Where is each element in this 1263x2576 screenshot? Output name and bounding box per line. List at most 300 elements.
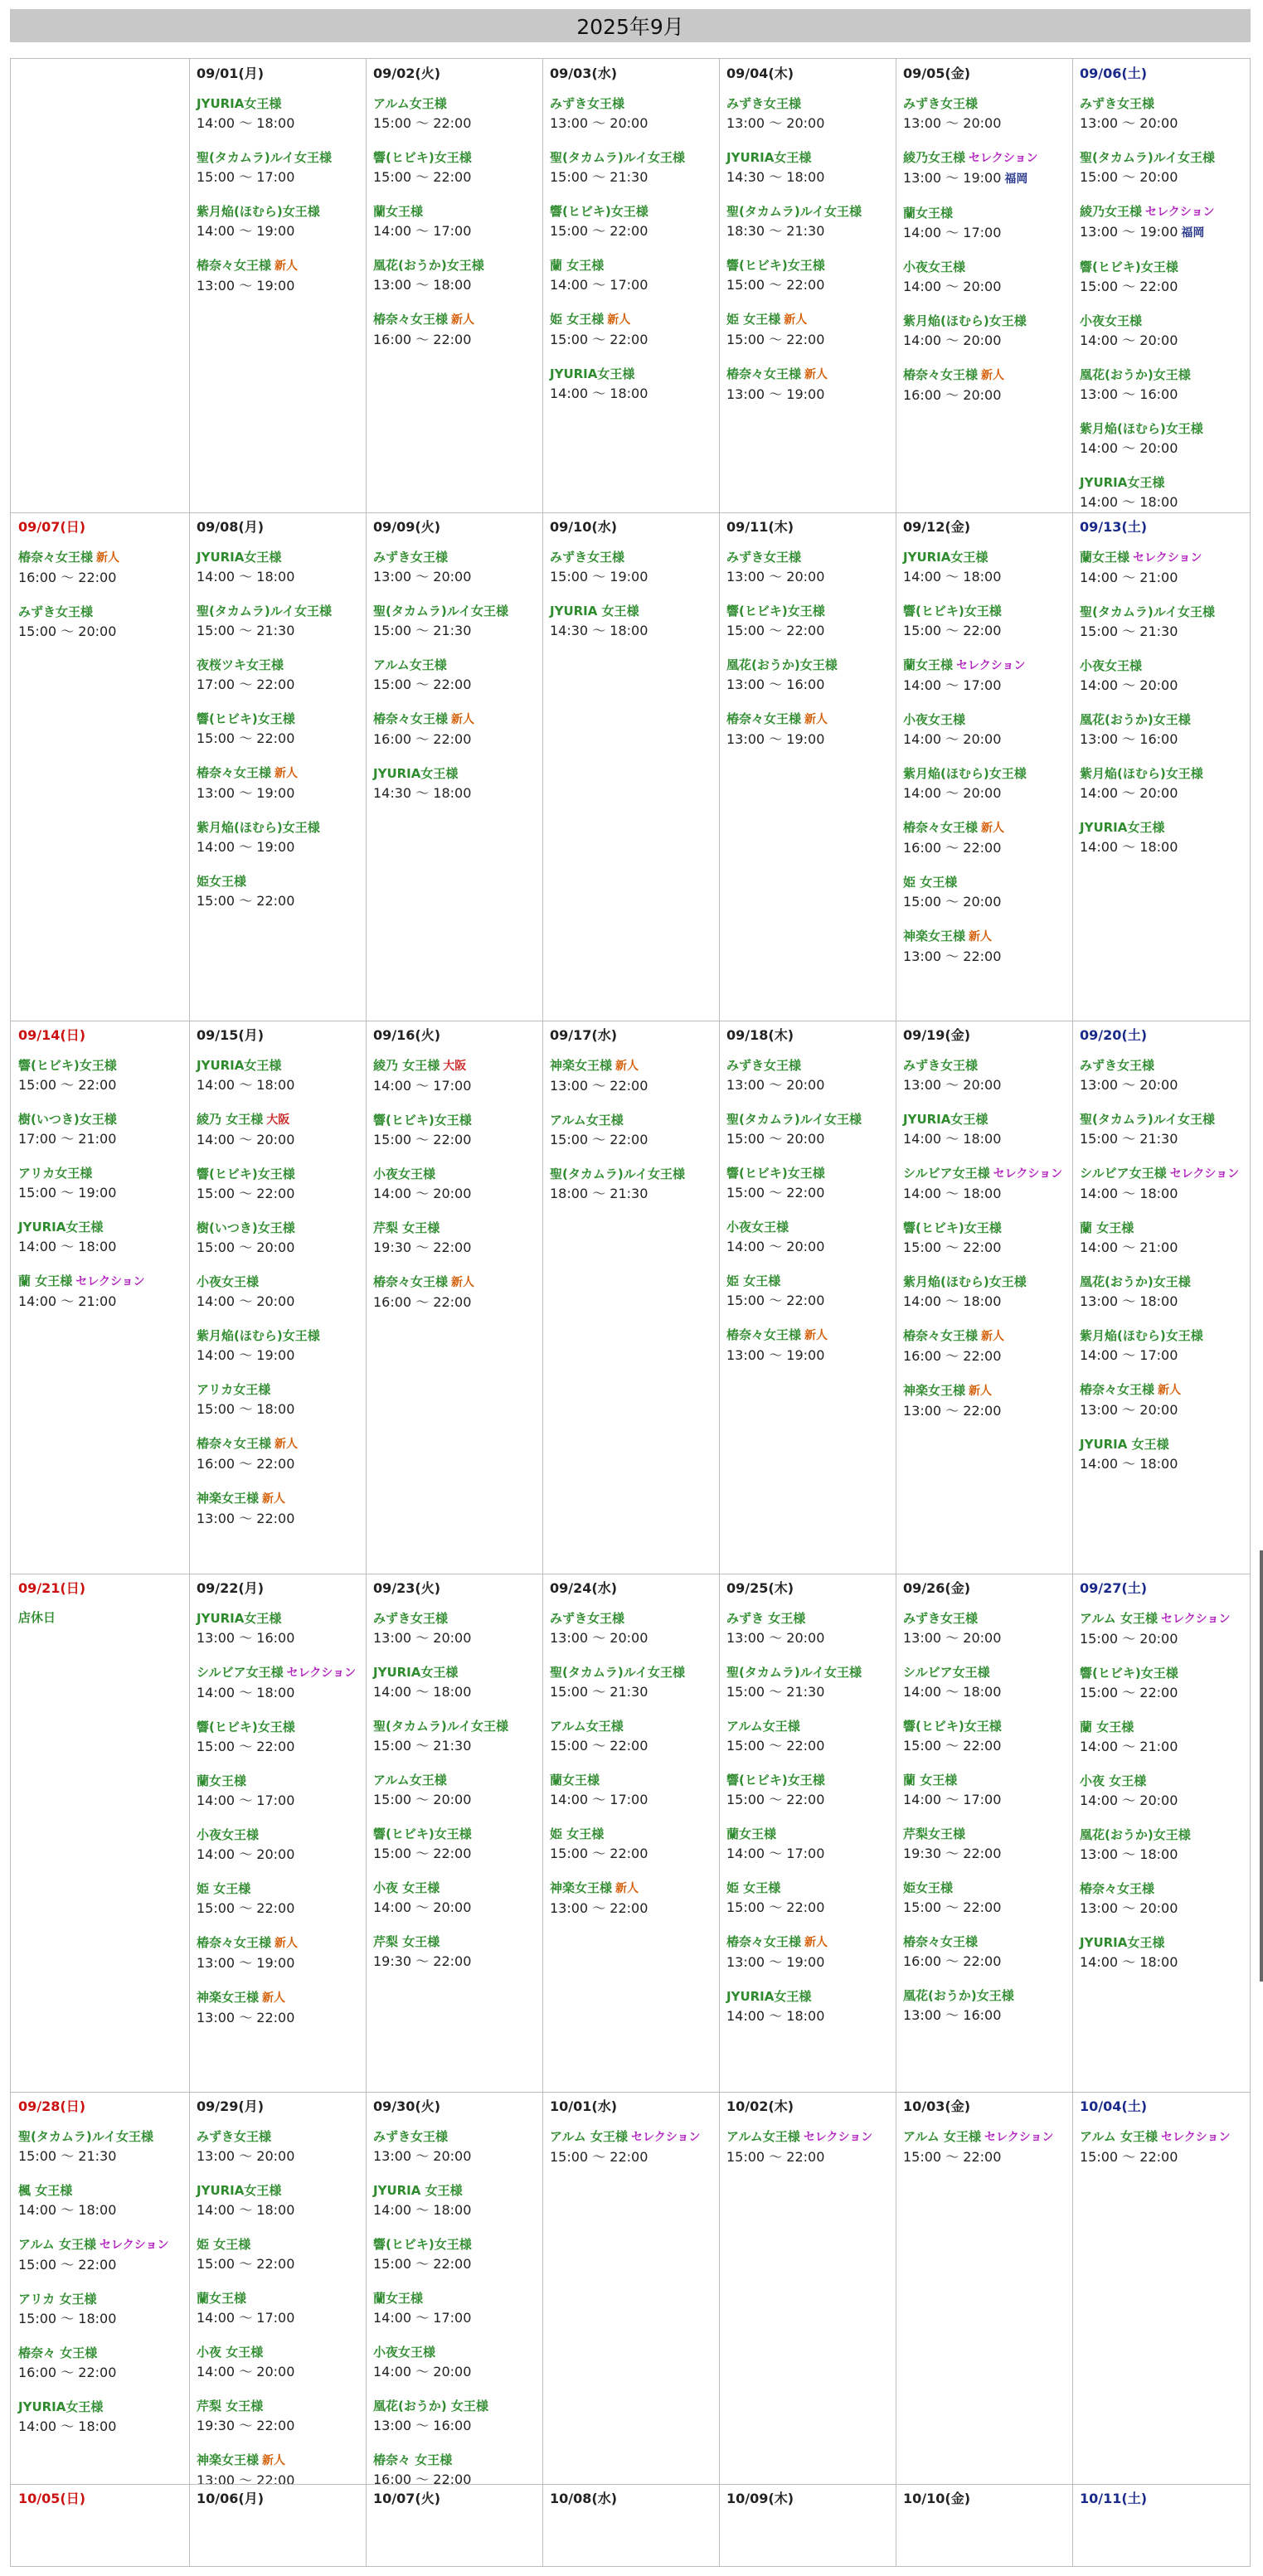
staff-name[interactable]: 響(ヒビキ)女王様	[726, 1166, 825, 1181]
staff-name[interactable]: 聖(タカムラ)ルイ女王様	[1080, 150, 1215, 165]
staff-name[interactable]: アルム女王様	[373, 1773, 447, 1788]
staff-name[interactable]: JYURIA女王様	[197, 96, 282, 111]
staff-tag-badge: 新人	[274, 260, 299, 273]
shift-entry	[903, 1218, 1067, 1258]
staff-name[interactable]: 姫 女王様	[197, 2237, 251, 2252]
staff-name[interactable]: 椿奈々女王様	[1080, 1382, 1155, 1397]
day-cell	[12, 513, 189, 1021]
shift-entry	[903, 1986, 1067, 2025]
staff-tag-badge: 新人	[804, 1936, 828, 1949]
shift-entry	[903, 764, 1067, 803]
staff-name[interactable]: 聖(タカムラ)ルイ女王様	[726, 1112, 862, 1127]
staff-name[interactable]: 凰花(おうか)女王様	[726, 657, 838, 672]
staff-name[interactable]: 椿奈々女王様	[903, 820, 979, 835]
shift-time: 19:30 ～ 22:00	[197, 2418, 295, 2433]
shift-time: 19:30 ～ 22:00	[903, 1846, 1002, 1861]
staff-name[interactable]: JYURIA女王様	[18, 1220, 104, 1235]
staff-name[interactable]: 芹梨 女王様	[373, 1934, 440, 1949]
staff-name[interactable]: 姫 女王様	[726, 1273, 781, 1288]
shift-entry	[373, 709, 537, 750]
staff-name[interactable]: JYURIA 女王様	[1080, 1437, 1169, 1452]
staff-name[interactable]: 綾乃 女王様	[373, 1058, 440, 1073]
day-date: 09/01(月)	[197, 65, 265, 81]
shift-entry	[373, 1218, 537, 1258]
staff-name[interactable]: 凰花(おうか)女王様	[903, 1988, 1014, 2003]
shift-entry	[550, 1055, 714, 1096]
staff-name[interactable]: 響(ヒビキ)女王様	[373, 1113, 472, 1128]
staff-name[interactable]: 椿奈々女王様	[903, 1934, 979, 1949]
shift-time: 15:00 ～ 18:00	[18, 2311, 117, 2326]
staff-name[interactable]: みずき女王様	[550, 550, 625, 565]
staff-name[interactable]: 響(ヒビキ)女王様	[1080, 260, 1178, 274]
shift-entry	[197, 1825, 361, 1865]
shift-time: 15:00 ～ 22:00	[197, 1900, 295, 1916]
staff-name[interactable]: 小夜女王様	[726, 1220, 789, 1235]
staff-tag-badge: 新人	[1158, 1384, 1182, 1397]
day-date: 09/09(火)	[373, 519, 441, 535]
shift-time: 14:00 ～ 20:00	[1080, 1793, 1178, 1808]
staff-name[interactable]: 小夜女王様	[197, 1827, 260, 1842]
staff-name[interactable]: 紫月焔(ほむら)女王様	[903, 313, 1027, 328]
staff-name[interactable]: みずき 女王様	[726, 1611, 806, 1626]
staff-tag-badge: セレクション	[803, 2131, 873, 2144]
shift-time: 15:00 ～ 20:00	[1080, 1631, 1178, 1647]
shift-time: 13:00 ～ 22:00	[903, 948, 1002, 964]
shift-entry	[1080, 1879, 1246, 1919]
shift-time: 15:00 ～ 19:00	[550, 569, 649, 585]
day-cell	[12, 60, 189, 512]
shift-entry	[903, 1824, 1067, 1864]
staff-name[interactable]: 芹梨 女王様	[197, 2399, 264, 2413]
staff-name[interactable]: 蘭女王様	[1080, 550, 1130, 565]
day-cell	[367, 60, 542, 512]
shift-entry	[373, 1716, 537, 1756]
staff-name[interactable]: 蘭女王様	[903, 657, 954, 672]
staff-name[interactable]: 綾乃 女王様	[197, 1112, 264, 1127]
staff-name[interactable]: 聖(タカムラ)ルイ女王様	[726, 204, 862, 219]
shift-time: 15:00 ～ 19:00	[18, 1185, 117, 1201]
shift-time: 13:00 ～ 20:00	[903, 1077, 1002, 1093]
shift-time: 15:00 ～ 22:00	[550, 2149, 649, 2165]
staff-name[interactable]: JYURIA女王様	[18, 2399, 104, 2414]
staff-name[interactable]: アルム女王様	[726, 1719, 800, 1734]
staff-name[interactable]: みずき女王様	[726, 1058, 802, 1073]
staff-name[interactable]: 綾乃女王様	[903, 150, 966, 165]
staff-name[interactable]: 蘭 女王様	[903, 1773, 958, 1788]
shift-time: 15:00 ～ 22:00	[373, 115, 472, 131]
shift-time: 15:00 ～ 20:00	[373, 1792, 472, 1807]
staff-name[interactable]: 姫女王様	[197, 874, 247, 889]
shift-time: 15:00 ～ 22:00	[903, 2149, 1002, 2165]
staff-tag-badge: 新人	[274, 1937, 299, 1950]
staff-name[interactable]: JYURIA女王様	[1080, 475, 1165, 490]
staff-name[interactable]: 凰花(おうか) 女王様	[373, 2399, 488, 2413]
staff-name[interactable]: 蘭 女王様	[18, 1273, 73, 1288]
staff-name[interactable]: 神楽女王様	[903, 1383, 966, 1398]
shift-entry	[373, 1164, 537, 1204]
staff-name[interactable]: アルム女王様	[550, 1719, 624, 1734]
staff-name[interactable]: アルム 女王様	[903, 2129, 982, 2144]
shift-time: 13:00 ～ 20:00	[726, 569, 825, 585]
shift-time: 13:00 ～ 19:00	[197, 278, 295, 293]
shift-time: 15:00 ～ 22:00	[373, 169, 472, 185]
shift-time: 15:00 ～ 22:00	[197, 730, 295, 746]
shift-entry	[373, 2288, 537, 2328]
staff-name[interactable]: みずき女王様	[726, 96, 802, 111]
day-cell	[12, 1574, 189, 2092]
staff-name[interactable]: 椿奈々 女王様	[373, 2452, 453, 2467]
shift-time: 14:00 ～ 18:00	[1080, 1456, 1178, 1472]
shift-time: 14:00 ～ 21:00	[1080, 1739, 1178, 1754]
day-cell	[720, 60, 896, 512]
staff-name[interactable]: 小夜女王様	[197, 1274, 260, 1289]
staff-name[interactable]: 小夜女王様	[373, 2345, 436, 2360]
staff-name[interactable]: 響(ヒビキ)女王様	[726, 1773, 825, 1788]
shift-time: 15:00 ～ 22:00	[373, 677, 472, 692]
staff-name[interactable]: 響(ヒビキ)女王様	[197, 711, 295, 726]
shift-entry	[550, 364, 714, 404]
staff-name[interactable]: 響(ヒビキ)女王様	[903, 604, 1002, 619]
shift-time: 14:00 ～ 20:00	[726, 1239, 825, 1254]
staff-name[interactable]: 神楽女王様	[197, 1491, 260, 1506]
staff-name[interactable]: 響(ヒビキ)女王様	[197, 1167, 295, 1181]
staff-name[interactable]: 蘭女王様	[550, 1773, 600, 1788]
staff-name[interactable]: JYURIA女王様	[373, 1665, 459, 1680]
day-date: 09/08(月)	[197, 519, 265, 535]
staff-name[interactable]: 樹(いつき)女王様	[197, 1220, 295, 1235]
shift-time: 13:00 ～ 20:00	[1080, 1900, 1178, 1916]
staff-name[interactable]: シルビア女王様	[903, 1665, 990, 1680]
day-date: 09/03(水)	[550, 65, 618, 81]
staff-name[interactable]: みずき女王様	[18, 604, 94, 619]
staff-tag-badge: セレクション	[969, 152, 1038, 165]
staff-name[interactable]: 小夜女王様	[903, 260, 966, 274]
staff-name[interactable]: JYURIA女王様	[726, 1989, 812, 2004]
staff-name[interactable]: みずき女王様	[373, 550, 449, 565]
shift-time: 13:00 ～ 16:00	[903, 2007, 1002, 2023]
staff-name[interactable]: JYURIA女王様	[197, 1611, 282, 1626]
staff-name[interactable]: アリカ女王様	[18, 1166, 93, 1181]
shift-time: 14:00 ～ 18:00	[18, 1239, 117, 1254]
shift-time: 15:00 ～ 22:00	[726, 623, 825, 638]
day-date: 09/25(木)	[726, 1580, 794, 1596]
staff-name[interactable]: 神楽女王様	[197, 2452, 260, 2467]
shift-time: 14:00 ～ 20:00	[903, 785, 1002, 801]
staff-name[interactable]: シルビア女王様	[1080, 1166, 1167, 1181]
staff-name[interactable]: 響(ヒビキ)女王様	[903, 1220, 1002, 1235]
day-cell	[896, 2485, 1072, 2568]
staff-name[interactable]: JYURIA女王様	[197, 2183, 282, 2198]
shift-entry	[373, 2396, 537, 2436]
shift-entry	[726, 1716, 891, 1756]
staff-name[interactable]: 響(ヒビキ)女王様	[18, 1058, 117, 1073]
shift-entry	[197, 2288, 361, 2328]
staff-name[interactable]: 聖(タカムラ)ルイ女王様	[18, 2129, 153, 2144]
staff-name[interactable]: 姫 女王様	[550, 312, 605, 327]
staff-name[interactable]: 神楽女王様	[550, 1880, 613, 1895]
staff-name[interactable]: JYURIA女王様	[373, 766, 459, 781]
shift-time: 15:00 ～ 22:00	[726, 1899, 825, 1915]
staff-name[interactable]: 椿奈々 女王様	[18, 2346, 98, 2360]
staff-name[interactable]: 聖(タカムラ)ルイ女王様	[1080, 1112, 1215, 1127]
staff-name[interactable]: JYURIA女王様	[550, 366, 635, 381]
shift-time: 15:00 ～ 22:00	[197, 1739, 295, 1754]
shift-entry	[1080, 602, 1246, 642]
staff-name[interactable]: みずき女王様	[373, 1611, 449, 1626]
shift-time: 14:00 ～ 18:00	[1080, 1954, 1178, 1970]
shift-entry	[197, 2342, 361, 2382]
staff-name[interactable]: 紫月焔(ほむら)女王様	[1080, 1328, 1203, 1343]
staff-name[interactable]: みずき女王様	[903, 96, 979, 111]
staff-name[interactable]: 椿奈々女王様	[726, 1327, 802, 1342]
staff-name[interactable]: 響(ヒビキ)女王様	[373, 1826, 472, 1841]
staff-name[interactable]: 椿奈々女王様	[373, 312, 449, 327]
staff-name[interactable]: 椿奈々女王様	[197, 1935, 272, 1950]
day-date: 09/20(土)	[1080, 1027, 1148, 1043]
staff-name[interactable]: 聖(タカムラ)ルイ女王様	[726, 1665, 862, 1680]
staff-name[interactable]: 小夜 女王様	[373, 1880, 440, 1895]
staff-name[interactable]: アルム 女王様	[1080, 1611, 1159, 1626]
staff-name[interactable]: 楓 女王様	[18, 2183, 73, 2198]
day-cell	[543, 2093, 719, 2484]
staff-name[interactable]: 蘭女王様	[903, 206, 954, 221]
shift-time: 14:00 ～ 18:00	[197, 569, 295, 585]
shift-entry	[373, 255, 537, 295]
staff-name[interactable]: 蘭 女王様	[1080, 1720, 1134, 1734]
staff-name[interactable]: 姫 女王様	[197, 1881, 251, 1896]
staff-name[interactable]: アルム女王様	[726, 2129, 800, 2144]
shift-entry	[1080, 1163, 1246, 1204]
staff-name[interactable]: 聖(タカムラ)ルイ女王様	[197, 150, 332, 165]
day-cell	[190, 1021, 366, 1574]
staff-name[interactable]: 蘭女王様	[373, 204, 424, 219]
staff-name[interactable]: JYURIA 女王様	[550, 604, 639, 619]
day-cell	[896, 2093, 1072, 2484]
staff-name[interactable]: JYURIA女王様	[197, 550, 282, 565]
staff-name[interactable]: シルビア女王様	[197, 1665, 284, 1680]
staff-name[interactable]: 樹(いつき)女王様	[18, 1112, 117, 1127]
staff-name[interactable]: アルム 女王様	[1080, 2129, 1159, 2144]
staff-name[interactable]: 姫 女王様	[903, 875, 958, 890]
staff-name[interactable]: 椿奈々女王様	[197, 1436, 272, 1451]
staff-name[interactable]: 紫月焔(ほむら)女王様	[197, 1328, 320, 1343]
staff-name[interactable]: 椿奈々女王様	[726, 1934, 802, 1949]
staff-name[interactable]: JYURIA女王様	[197, 1058, 282, 1073]
staff-name[interactable]: アルム 女王様	[18, 2237, 97, 2252]
day-cell	[367, 1574, 542, 2092]
staff-name[interactable]: 姫 女王様	[726, 312, 781, 327]
staff-name[interactable]: みずき女王様	[1080, 1058, 1155, 1073]
staff-name[interactable]: みずき女王様	[903, 1058, 979, 1073]
staff-name[interactable]: みずき女王様	[726, 550, 802, 565]
shift-entry	[903, 203, 1067, 243]
shift-time: 14:00 ～ 21:00	[1080, 1239, 1178, 1255]
staff-name[interactable]: みずき女王様	[550, 96, 625, 111]
staff-name[interactable]: 小夜女王様	[903, 712, 966, 727]
staff-tag-badge: 大阪	[443, 1060, 467, 1073]
shift-entry	[373, 2127, 537, 2166]
shift-entry	[726, 2127, 891, 2167]
staff-name[interactable]: アリカ女王様	[197, 1382, 271, 1397]
shift-entry	[197, 1109, 361, 1150]
staff-name[interactable]: 神楽女王様	[197, 1990, 260, 2005]
staff-name[interactable]: 響(ヒビキ)女王様	[903, 1719, 1002, 1734]
staff-name[interactable]: 聖(タカムラ)ルイ女王様	[550, 1665, 685, 1680]
shift-entry	[197, 1326, 361, 1366]
staff-name[interactable]: 凰花(おうか)女王様	[1080, 1274, 1191, 1289]
shift-entry	[197, 709, 361, 749]
shift-time: 14:00 ～ 20:00	[197, 1293, 295, 1309]
staff-name[interactable]: 蘭女王様	[373, 2291, 424, 2306]
staff-name[interactable]: 綾乃女王様	[1080, 204, 1143, 219]
day-date: 09/28(日)	[18, 2098, 86, 2114]
day-date: 09/18(木)	[726, 1027, 794, 1043]
staff-name[interactable]: みずき女王様	[1080, 96, 1155, 111]
shift-entry	[903, 1109, 1067, 1149]
staff-name[interactable]: 聖(タカムラ)ルイ女王様	[550, 1167, 685, 1181]
staff-name[interactable]: 響(ヒビキ)女王様	[726, 258, 825, 273]
staff-name[interactable]: 聖(タカムラ)ルイ女王様	[197, 604, 332, 619]
day-date: 09/23(火)	[373, 1580, 441, 1596]
day-date: 10/08(水)	[550, 2491, 618, 2506]
staff-name[interactable]: 小夜 女王様	[197, 2345, 264, 2360]
staff-name[interactable]: 聖(タカムラ)ルイ女王様	[550, 150, 685, 165]
staff-name[interactable]: 小夜 女王様	[1080, 1773, 1147, 1788]
staff-name[interactable]: 響(ヒビキ)女王様	[373, 150, 472, 165]
staff-name[interactable]: 姫 女王様	[550, 1826, 605, 1841]
staff-name[interactable]: みずき女王様	[903, 1611, 979, 1626]
staff-name[interactable]: JYURIA女王様	[1080, 1935, 1165, 1950]
staff-name[interactable]: 紫月焔(ほむら)女王様	[1080, 766, 1203, 781]
shift-time: 14:00 ～ 17:00	[373, 1078, 472, 1094]
shift-entry	[550, 1770, 714, 1810]
shift-time: 15:00 ～ 22:00	[726, 277, 825, 293]
staff-name[interactable]: 響(ヒビキ)女王様	[197, 1720, 295, 1734]
staff-name[interactable]: 姫 女王様	[726, 1880, 781, 1895]
staff-name[interactable]: JYURIA女王様	[903, 550, 989, 565]
staff-name[interactable]: 椿奈々女王様	[197, 765, 272, 780]
shift-time: 19:30 ～ 22:00	[373, 1953, 472, 1969]
shift-entry	[726, 1878, 891, 1918]
staff-name[interactable]: JYURIA女王様	[726, 150, 812, 165]
shift-time: 13:00 ～ 20:00	[373, 569, 472, 585]
staff-name[interactable]: 蘭 女王様	[1080, 1220, 1134, 1235]
staff-name[interactable]: 椿奈々女王様	[197, 258, 272, 273]
staff-tag-badge: 新人	[451, 713, 475, 726]
shift-time: 13:00 ～ 20:00	[1080, 115, 1178, 131]
staff-name[interactable]: 紫月焔(ほむら)女王様	[197, 820, 320, 835]
shift-time: 15:00 ～ 21:30	[197, 623, 295, 638]
shift-time: 16:00 ～ 22:00	[373, 2472, 472, 2484]
staff-name[interactable]: アルム 女王様	[550, 2129, 629, 2144]
shift-entry	[726, 655, 891, 695]
staff-name[interactable]: アルム女王様	[373, 657, 447, 672]
staff-name[interactable]: アリカ 女王様	[18, 2292, 97, 2307]
staff-name[interactable]: 聖(タカムラ)ルイ女王様	[373, 1719, 508, 1734]
staff-name[interactable]: 響(ヒビキ)女王様	[373, 2237, 472, 2252]
staff-name[interactable]: 芹梨女王様	[903, 1826, 966, 1841]
staff-name[interactable]: 凰花(おうか)女王様	[1080, 367, 1191, 382]
shift-time: 15:00 ～ 22:00	[726, 1792, 825, 1807]
shift-time: 14:00 ～ 18:00	[18, 2202, 117, 2218]
staff-name[interactable]: 響(ヒビキ)女王様	[726, 604, 825, 619]
staff-tag-badge: セレクション	[984, 2131, 1054, 2144]
day-date: 09/29(月)	[197, 2098, 265, 2114]
staff-name[interactable]: 椿奈々女王様	[18, 550, 94, 565]
day-date: 09/15(月)	[197, 1027, 265, 1043]
staff-name[interactable]: 紫月焔(ほむら)女王様	[1080, 421, 1203, 436]
staff-name[interactable]: 芹梨 女王様	[373, 1220, 440, 1235]
staff-name[interactable]: 凰花(おうか)女王様	[373, 258, 484, 273]
staff-name[interactable]: 椿奈々女王様	[726, 366, 802, 381]
staff-name[interactable]: 紫月焔(ほむら)女王様	[903, 766, 1027, 781]
staff-name[interactable]: JYURIA女王様	[903, 1112, 989, 1127]
staff-name[interactable]: 椿奈々女王様	[1080, 1881, 1155, 1896]
staff-name[interactable]: JYURIA 女王様	[373, 2183, 463, 2198]
scrollbar-thumb[interactable]	[1260, 1550, 1263, 1982]
staff-name[interactable]: みずき女王様	[373, 2129, 449, 2144]
staff-name[interactable]: シルビア女王様	[903, 1166, 990, 1181]
shift-time: 13:00 ～ 16:00	[1080, 731, 1178, 747]
staff-name[interactable]: 椿奈々女王様	[373, 711, 449, 726]
shift-time: 13:00 ～ 19:00	[197, 1955, 295, 1971]
staff-name[interactable]: 小夜女王様	[1080, 658, 1143, 673]
shift-time: 14:00 ～ 19:00	[197, 1347, 295, 1363]
staff-name[interactable]: 凰花(おうか)女王様	[1080, 712, 1191, 727]
staff-name[interactable]: 聖(タカムラ)ルイ女王様	[1080, 604, 1215, 619]
staff-name[interactable]: 神楽女王様	[550, 1058, 613, 1073]
shift-entry	[18, 1109, 184, 1149]
staff-name[interactable]: 姫女王様	[903, 1880, 954, 1895]
shift-entry	[726, 1932, 891, 1972]
staff-name[interactable]: 響(ヒビキ)女王様	[1080, 1666, 1178, 1681]
staff-name[interactable]: アルム女王様	[550, 1113, 624, 1128]
staff-name[interactable]: 蘭女王様	[726, 1826, 777, 1841]
staff-name[interactable]: 聖(タカムラ)ルイ女王様	[373, 604, 508, 619]
staff-name[interactable]: 椿奈々女王様	[726, 711, 802, 726]
shift-entry	[903, 710, 1067, 750]
staff-name[interactable]: 椿奈々女王様	[373, 1274, 449, 1289]
staff-name[interactable]: 凰花(おうか)女王様	[1080, 1827, 1191, 1842]
shift-entry	[197, 2127, 361, 2166]
staff-tag-badge: 新人	[262, 1492, 286, 1506]
staff-name[interactable]: 椿奈々女王様	[903, 367, 979, 382]
shift-time: 14:00 ～ 18:00	[550, 386, 649, 401]
staff-name[interactable]: 響(ヒビキ)女王様	[550, 204, 649, 219]
shift-entry	[550, 1716, 714, 1756]
shift-time: 15:00 ～ 20:00	[1080, 169, 1178, 185]
staff-name[interactable]: 小夜女王様	[373, 1167, 436, 1181]
staff-name[interactable]: JYURIA女王様	[1080, 820, 1165, 835]
staff-name[interactable]: 紫月焔(ほむら)女王様	[197, 204, 320, 219]
staff-name[interactable]: 夜桜ツキ女王様	[197, 657, 284, 672]
shift-time: 15:00 ～ 21:30	[1080, 1131, 1178, 1147]
staff-name[interactable]: みずき女王様	[550, 1611, 625, 1626]
staff-name[interactable]: 蘭女王様	[197, 2291, 247, 2306]
staff-name[interactable]: 椿奈々女王様	[903, 1328, 979, 1343]
shift-time: 13:00 ～ 20:00	[373, 1630, 472, 1646]
shift-entry	[197, 2396, 361, 2436]
staff-name[interactable]: 神楽女王様	[903, 929, 966, 944]
staff-name[interactable]: アルム女王様	[373, 96, 447, 111]
staff-tag-badge: セレクション	[1161, 2131, 1231, 2144]
staff-name[interactable]: 紫月焔(ほむら)女王様	[903, 1274, 1027, 1289]
staff-name[interactable]: 蘭女王様	[197, 1773, 247, 1788]
staff-name[interactable]: 小夜女王様	[1080, 313, 1143, 328]
shift-entry	[726, 148, 891, 187]
staff-name[interactable]: みずき女王様	[197, 2129, 272, 2144]
staff-name[interactable]: 蘭 女王様	[550, 258, 605, 273]
